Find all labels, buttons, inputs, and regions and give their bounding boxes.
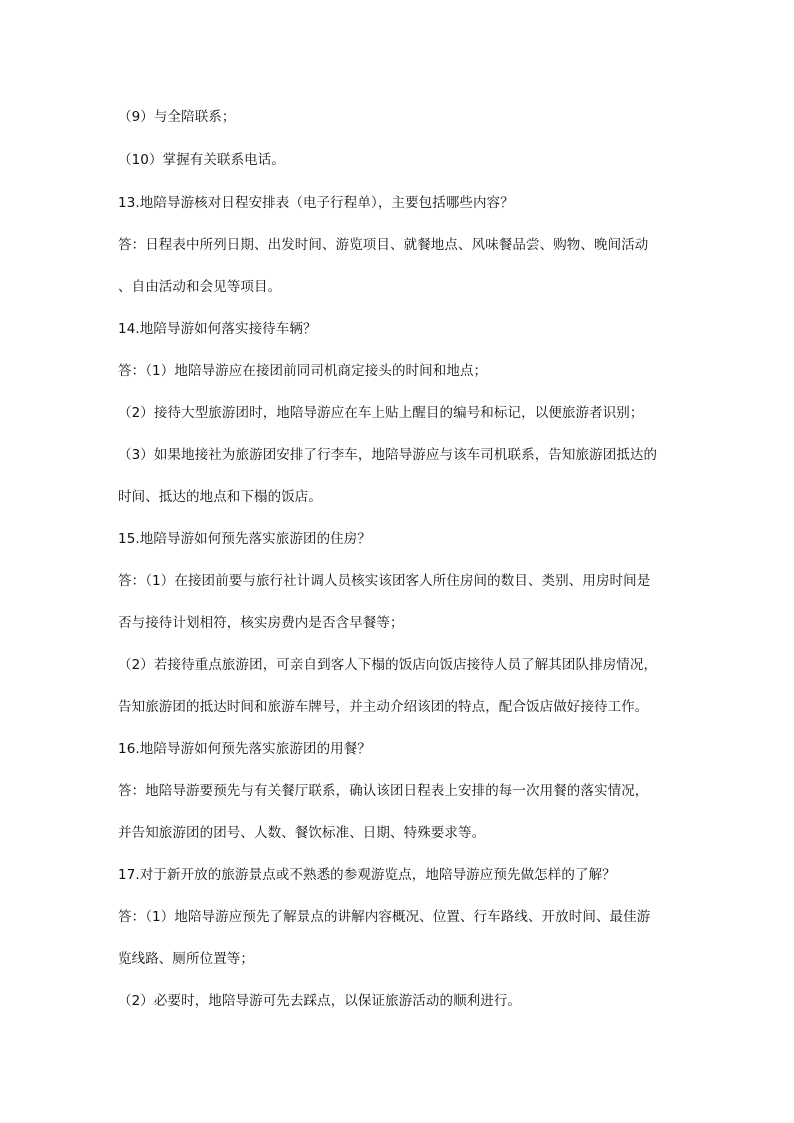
answer-text: （2）若接待重点旅游团，可亲自到客人下榻的饭店向饭店接待人员了解其团队排房情况， [118,657,658,673]
answer-text: 览线路、厕所位置等； [118,951,254,967]
answer-text: 告知旅游团的抵达时间和旅游车牌号，并主动介绍该团的特点，配合饭店做好接待工作。 [118,699,649,715]
question-heading: 13.地陪导游核对日程安排表（电子行程单），主要包括哪些内容？ [118,195,514,211]
list-item: （10）掌握有关联系电话。 [118,152,285,168]
answer-text: 并告知旅游团的团号、人数、餐饮标准、日期、特殊要求等。 [118,825,486,841]
answer-text: 答：（1）地陪导游应预先了解景点的讲解内容概况、位置、行车路线、开放时间、最佳游 [118,909,651,925]
question-heading: 15.地陪导游如何预先落实旅游团的住房？ [118,531,371,547]
answer-text: 、自由活动和会见等项目。 [118,279,282,295]
answer-text: 答：地陪导游要预先与有关餐厅联系，确认该团日程表上安排的每一次用餐的落实情况， [118,783,649,799]
answer-text: 时间、抵达的地点和下榻的饭店。 [118,489,322,505]
list-item: （9）与全陪联系； [118,109,236,125]
question-heading: 17.对于新开放的旅游景点或不熟悉的参观游览点，地陪导游应预先做怎样的了解？ [118,867,616,883]
question-heading: 14.地陪导游如何落实接待车辆？ [118,321,317,337]
answer-text: （3）如果地接社为旅游团安排了行李车，地陪导游应与该车司机联系，告知旅游团抵达的 [118,447,658,463]
answer-text: 答：（1）在接团前要与旅行社计调人员核实该团客人所住房间的数目、类别、用房时间是 [118,573,651,589]
answer-text: 否与接待计划相符，核实房费内是否含早餐等； [118,615,404,631]
question-heading: 16.地陪导游如何预先落实旅游团的用餐？ [118,741,371,757]
answer-text: 答：（1）地陪导游应在接团前同司机商定接头的时间和地点； [118,363,488,379]
answer-text: （2）接待大型旅游团时，地陪导游应在车上贴上醒目的编号和标记，以便旅游者识别； [118,405,644,421]
answer-text: 答：日程表中所列日期、出发时间、游览项目、就餐地点、风味餐品尝、购物、晚间活动 [118,237,649,253]
answer-text: （2）必要时，地陪导游可先去踩点，以保证旅游活动的顺利进行。 [118,993,522,1009]
